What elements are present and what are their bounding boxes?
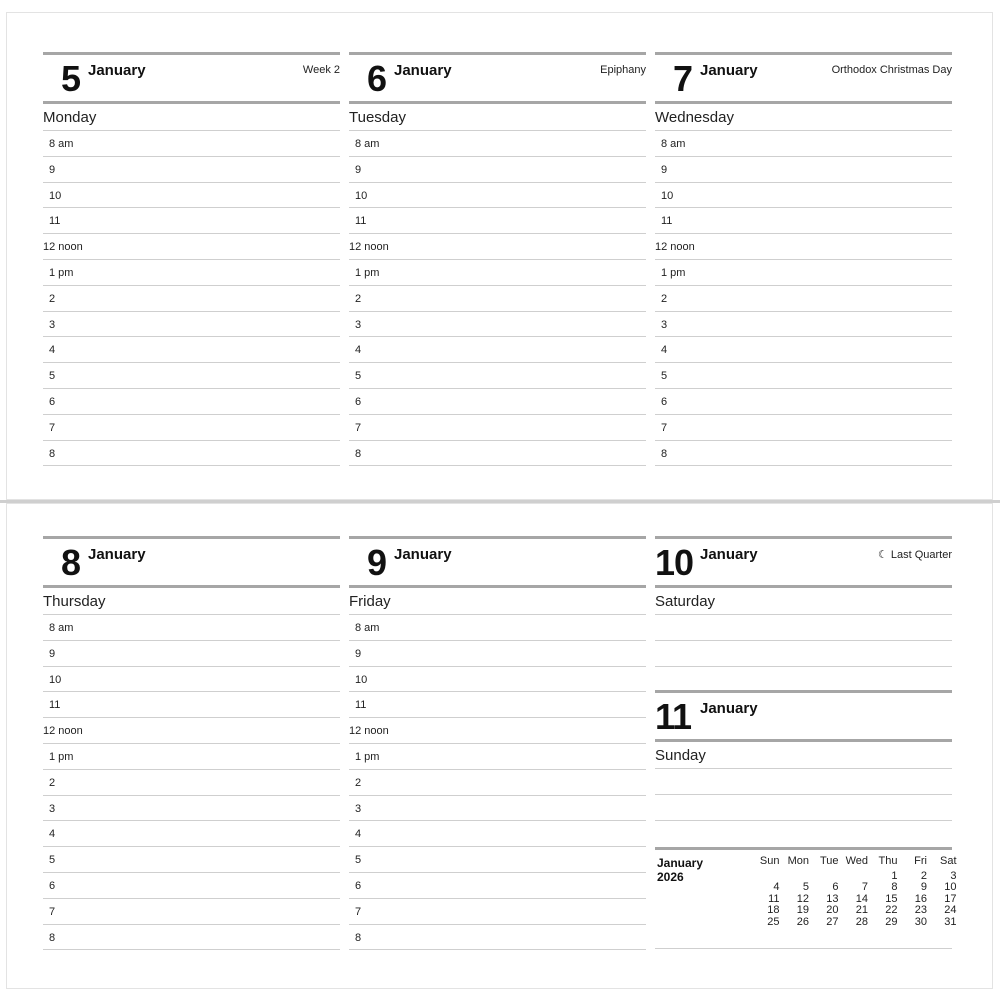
day-month: January (88, 62, 146, 79)
hour-line: 12 noon (349, 718, 646, 744)
hour-line: 7 (349, 899, 646, 925)
hour-line: 9 (349, 157, 646, 183)
calendar-date: 1 (891, 869, 898, 882)
hour-lines (349, 131, 646, 466)
day-header (43, 536, 340, 588)
hour-line: 4 (349, 821, 646, 847)
day-note: Week 2 (302, 64, 340, 76)
calendar-date: 3 (950, 869, 957, 882)
calendar-date: 15 (885, 892, 898, 905)
day-name: Thursday (43, 588, 340, 615)
hour-line: 10 (43, 667, 340, 693)
hour-line: 3 (43, 796, 340, 822)
hour-line: 1 pm (349, 260, 646, 286)
day-thursday (43, 536, 340, 950)
hour-line: 11 (349, 692, 646, 718)
hour-line: 3 (43, 312, 340, 338)
mini-calendar-month: January (657, 856, 704, 870)
hour-line: 4 (43, 821, 340, 847)
hour-line: 12 noon (43, 234, 340, 260)
hour-line: 8 (655, 441, 952, 467)
hour-line: 9 (43, 157, 340, 183)
calendar-date: 9 (920, 881, 927, 893)
hour-line: 5 (43, 847, 340, 873)
calendar-date: 29 (885, 915, 898, 928)
calendar-date: 8 (891, 881, 898, 893)
day-saturday (655, 536, 952, 667)
hour-line: 7 (655, 415, 952, 441)
hour-line: 10 (43, 183, 340, 209)
hour-line: 11 (655, 208, 952, 234)
day-name: Friday (349, 588, 646, 615)
day-number: 9 (367, 542, 387, 583)
calendar-date: 13 (826, 892, 839, 905)
calendar-date: 22 (885, 904, 898, 916)
hour-line: 6 (349, 873, 646, 899)
calendar-date: 20 (826, 904, 839, 916)
weekday-header: Sat (939, 855, 957, 867)
hour-line: 6 (655, 389, 952, 415)
day-number: 7 (673, 58, 693, 99)
hour-line: 1 pm (349, 744, 646, 770)
hour-line: 8 (43, 925, 340, 951)
hour-line: 1 pm (655, 260, 952, 286)
hour-line: 10 (349, 667, 646, 693)
calendar-date: 28 (855, 915, 868, 928)
hour-line: 8 am (655, 131, 952, 157)
day-month: January (394, 62, 452, 79)
mini-calendar (655, 847, 957, 928)
hour-line: 7 (349, 415, 646, 441)
calendar-date: 24 (944, 904, 957, 916)
hour-line: 1 pm (43, 260, 340, 286)
calendar-date: 19 (796, 904, 809, 916)
hour-line: 2 (43, 286, 340, 312)
day-header (349, 536, 646, 588)
calendar-date: 25 (767, 915, 780, 928)
hour-lines (43, 131, 340, 466)
hour-line: 2 (655, 286, 952, 312)
calendar-date: 11 (768, 892, 780, 905)
hour-line: 11 (43, 692, 340, 718)
day-month: January (88, 546, 146, 563)
calendar-date: 21 (855, 904, 868, 916)
calendar-date: 14 (855, 892, 868, 905)
hour-line: 4 (43, 337, 340, 363)
day-header (655, 690, 952, 742)
weekday-header: Fri (914, 855, 927, 867)
calendar-date: 31 (944, 915, 957, 928)
mini-calendar-grid (750, 856, 957, 928)
day-sunday (655, 690, 952, 821)
calendar-date: 5 (802, 881, 809, 893)
day-name: Tuesday (349, 104, 646, 131)
hour-line: 11 (349, 208, 646, 234)
calendar-date: 12 (796, 892, 809, 905)
hour-line: 8 am (43, 131, 340, 157)
day-month: January (700, 700, 758, 717)
day-tuesday (349, 52, 646, 466)
hour-line: 12 noon (349, 234, 646, 260)
day-header (43, 52, 340, 104)
day-number: 10 (655, 542, 694, 583)
hour-lines (655, 131, 952, 466)
calendar-date: 7 (861, 881, 868, 893)
calendar-date: 10 (944, 881, 957, 893)
hour-line: 5 (655, 363, 952, 389)
hour-line: 6 (43, 873, 340, 899)
day-month: January (700, 546, 758, 563)
calendar-date: 18 (767, 904, 780, 916)
hour-line: 8 am (349, 615, 646, 641)
hour-line: 10 (655, 183, 952, 209)
calendar-date: 16 (914, 892, 927, 905)
day-name: Sunday (655, 742, 952, 769)
day-header (655, 52, 952, 104)
hour-line: 3 (349, 312, 646, 338)
moon-phase-note: ☾ Last Quarter (877, 549, 952, 561)
hour-line: 7 (43, 899, 340, 925)
hour-line: 7 (43, 415, 340, 441)
hour-line: 5 (43, 363, 340, 389)
day-header (349, 52, 646, 104)
calendar-date: 17 (944, 892, 957, 905)
day-number: 6 (367, 58, 387, 99)
calendar-date: 30 (914, 915, 927, 928)
hour-lines (349, 615, 646, 950)
calendar-date: 4 (773, 881, 780, 893)
hour-line: 9 (655, 157, 952, 183)
hour-line: 12 noon (43, 718, 340, 744)
hour-line: 9 (43, 641, 340, 667)
weekday-header: Thu (878, 855, 898, 867)
hour-line: 2 (349, 770, 646, 796)
weekday-header: Tue (819, 855, 839, 867)
day-month: January (700, 62, 758, 79)
hour-line: 2 (43, 770, 340, 796)
hour-line: 6 (43, 389, 340, 415)
weekday-header: Sun (759, 855, 780, 867)
hour-line: 8 (349, 441, 646, 467)
day-wednesday (655, 52, 952, 466)
day-number: 11 (655, 696, 692, 737)
page-fold (0, 500, 1000, 503)
hour-line: 1 pm (43, 744, 340, 770)
hour-line: 4 (655, 337, 952, 363)
hour-line: 5 (349, 847, 646, 873)
day-name: Monday (43, 104, 340, 131)
day-header (655, 536, 952, 588)
hour-line: 2 (349, 286, 646, 312)
hour-line: 6 (349, 389, 646, 415)
day-note: Orthodox Christmas Day (831, 64, 952, 76)
day-friday (349, 536, 646, 950)
hour-line: 11 (43, 208, 340, 234)
day-number: 8 (61, 542, 81, 583)
hour-line: 8 (349, 925, 646, 951)
calendar-date: 23 (914, 904, 927, 916)
hour-line: 9 (349, 641, 646, 667)
hour-lines (43, 615, 340, 950)
mini-calendar-bottom-rule (655, 948, 952, 949)
hour-line: 3 (655, 312, 952, 338)
calendar-date: 27 (826, 915, 839, 928)
day-number: 5 (61, 58, 81, 99)
hour-line: 12 noon (655, 234, 952, 260)
day-month: January (394, 546, 452, 563)
day-name: Saturday (655, 588, 952, 615)
mini-calendar-title (657, 856, 703, 884)
hour-line: 3 (349, 796, 646, 822)
day-monday (43, 52, 340, 466)
weekday-header: Mon (787, 855, 809, 867)
hour-line: 8 am (349, 131, 646, 157)
hour-line: 10 (349, 183, 646, 209)
hour-line: 4 (349, 337, 646, 363)
hour-line: 8 (43, 441, 340, 467)
blank-line (655, 795, 952, 821)
day-name: Wednesday (655, 104, 952, 131)
day-note: Epiphany (600, 64, 646, 76)
blank-line (655, 615, 952, 641)
calendar-date: 2 (920, 869, 927, 882)
calendar-date: 26 (796, 915, 809, 928)
calendar-date: 6 (832, 881, 839, 893)
blank-line (655, 641, 952, 667)
blank-line (655, 769, 952, 795)
hour-line: 5 (349, 363, 646, 389)
hour-line: 8 am (43, 615, 340, 641)
mini-calendar-year: 2026 (657, 870, 684, 884)
weekday-header: Wed (845, 855, 868, 867)
